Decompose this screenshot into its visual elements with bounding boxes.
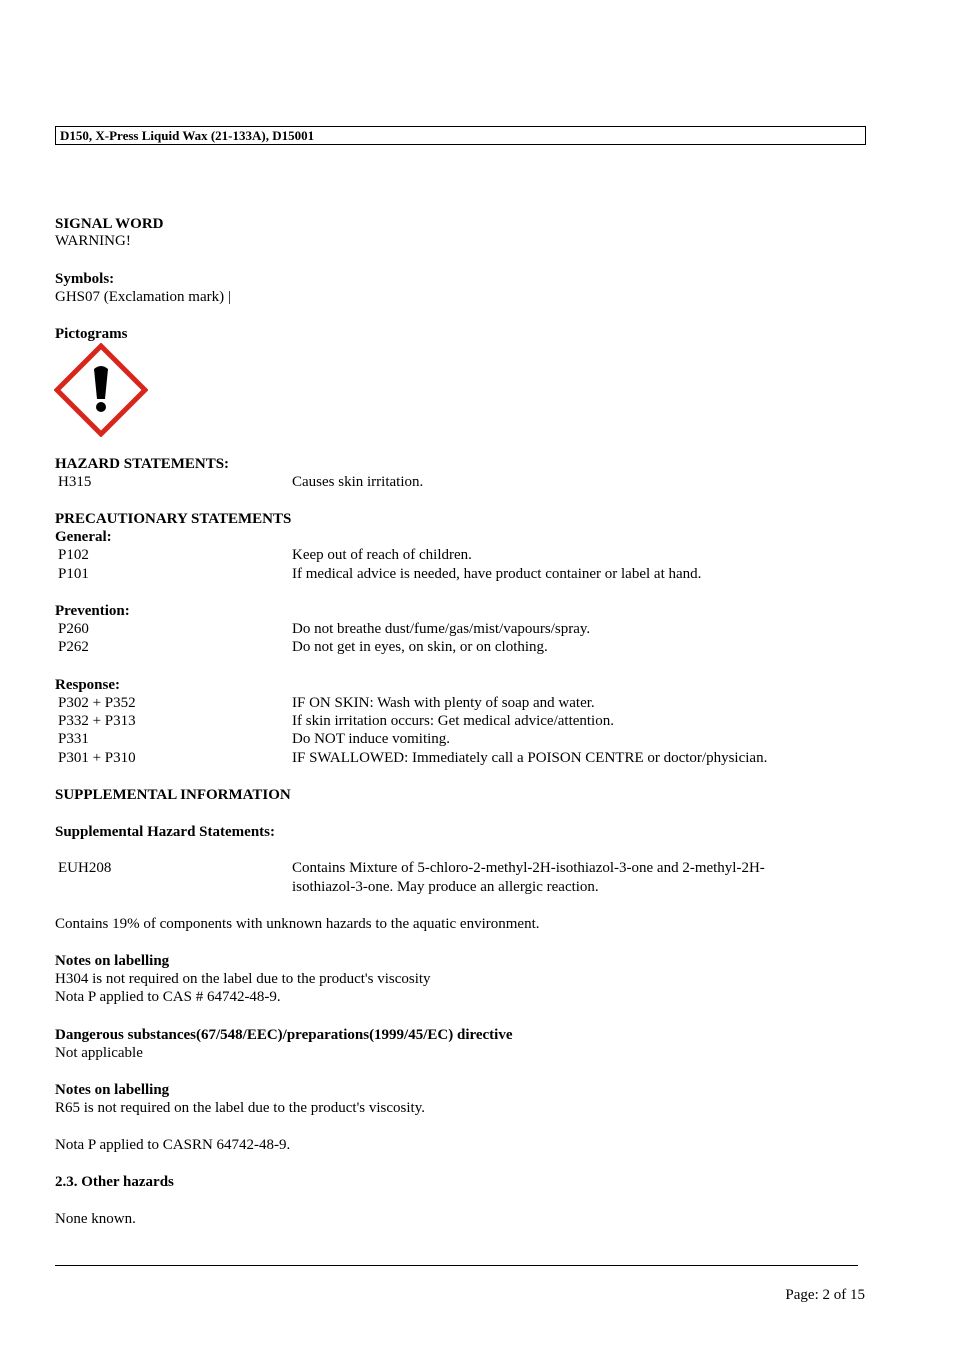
response-text: If skin irritation occurs: Get medical advice/attention.	[292, 713, 614, 729]
general-text: Keep out of reach of children.	[292, 547, 472, 563]
notes-labelling-line-2: R65 is not required on the label due to the product's viscosity.	[55, 1100, 425, 1116]
response-text: Do NOT induce vomiting.	[292, 731, 451, 747]
hazard-code: H315	[58, 474, 92, 490]
document-header	[55, 126, 866, 145]
hazard-statements-heading: HAZARD STATEMENTS:	[55, 456, 230, 472]
supplemental-heading: SUPPLEMENTAL INFORMATION	[55, 787, 291, 803]
directive-heading: Dangerous substances(67/548/EEC)/preparations(1999/45/EC) directive	[55, 1027, 513, 1043]
footer-divider	[55, 1265, 858, 1266]
hazard-text: Causes skin irritation.	[292, 474, 424, 490]
notes-labelling-heading: Notes on labelling	[55, 953, 170, 969]
document-title: D150, X-Press Liquid Wax (21-133A), D15001	[60, 128, 315, 143]
general-heading: General:	[55, 529, 112, 545]
response-code: P331	[58, 731, 89, 747]
notes-labelling-line-2: Nota P applied to CASRN 64742-48-9.	[55, 1137, 291, 1153]
precautionary-heading: PRECAUTIONARY STATEMENTS	[55, 511, 292, 527]
notes-labelling-heading-2: Notes on labelling	[55, 1082, 170, 1098]
other-hazards-value: None known.	[55, 1211, 136, 1227]
symbols-heading: Symbols:	[55, 271, 115, 287]
aquatic-statement: Contains 19% of components with unknown hazards to the aquatic environment.	[55, 916, 540, 932]
signal-word-value: WARNING!	[55, 233, 131, 249]
euh-text-line1: Contains Mixture of 5-chloro-2-methyl-2H-isothiazol-3-one and 2-methyl-2H-	[292, 860, 765, 876]
prevention-code: P260	[58, 621, 89, 637]
notes-labelling-line: Nota P applied to CAS # 64742-48-9.	[55, 989, 281, 1005]
prevention-text: Do not get in eyes, on skin, or on clothing.	[292, 639, 548, 655]
prevention-code: P262	[58, 639, 89, 655]
response-code: P301 + P310	[58, 750, 136, 766]
general-code: P102	[58, 547, 89, 563]
ghs07-exclamation-mark-icon	[54, 343, 148, 437]
prevention-text: Do not breathe dust/fume/gas/mist/vapours/spray.	[292, 621, 591, 637]
signal-word-heading: SIGNAL WORD	[55, 216, 164, 232]
symbols-value: GHS07 (Exclamation mark) |	[55, 289, 231, 305]
general-code: P101	[58, 566, 89, 582]
pictograms-heading: Pictograms	[55, 326, 128, 342]
response-text: IF ON SKIN: Wash with plenty of soap and water.	[292, 695, 595, 711]
euh-code: EUH208	[58, 860, 112, 876]
general-text: If medical advice is needed, have product container or label at hand.	[292, 566, 702, 582]
directive-value: Not applicable	[55, 1045, 143, 1061]
other-hazards-heading: 2.3. Other hazards	[55, 1174, 174, 1190]
notes-labelling-line: H304 is not required on the label due to the product's viscosity	[55, 971, 431, 987]
page-number: Page: 2 of 15	[785, 1287, 865, 1303]
response-text: IF SWALLOWED: Immediately call a POISON CENTRE or doctor/physician.	[292, 750, 768, 766]
response-code: P332 + P313	[58, 713, 136, 729]
supplemental-hazard-heading: Supplemental Hazard Statements:	[55, 824, 275, 840]
euh-text-line2: isothiazol-3-one. May produce an allergic reaction.	[292, 879, 599, 895]
prevention-heading: Prevention:	[55, 603, 130, 619]
response-code: P302 + P352	[58, 695, 136, 711]
response-heading: Response:	[55, 677, 121, 693]
